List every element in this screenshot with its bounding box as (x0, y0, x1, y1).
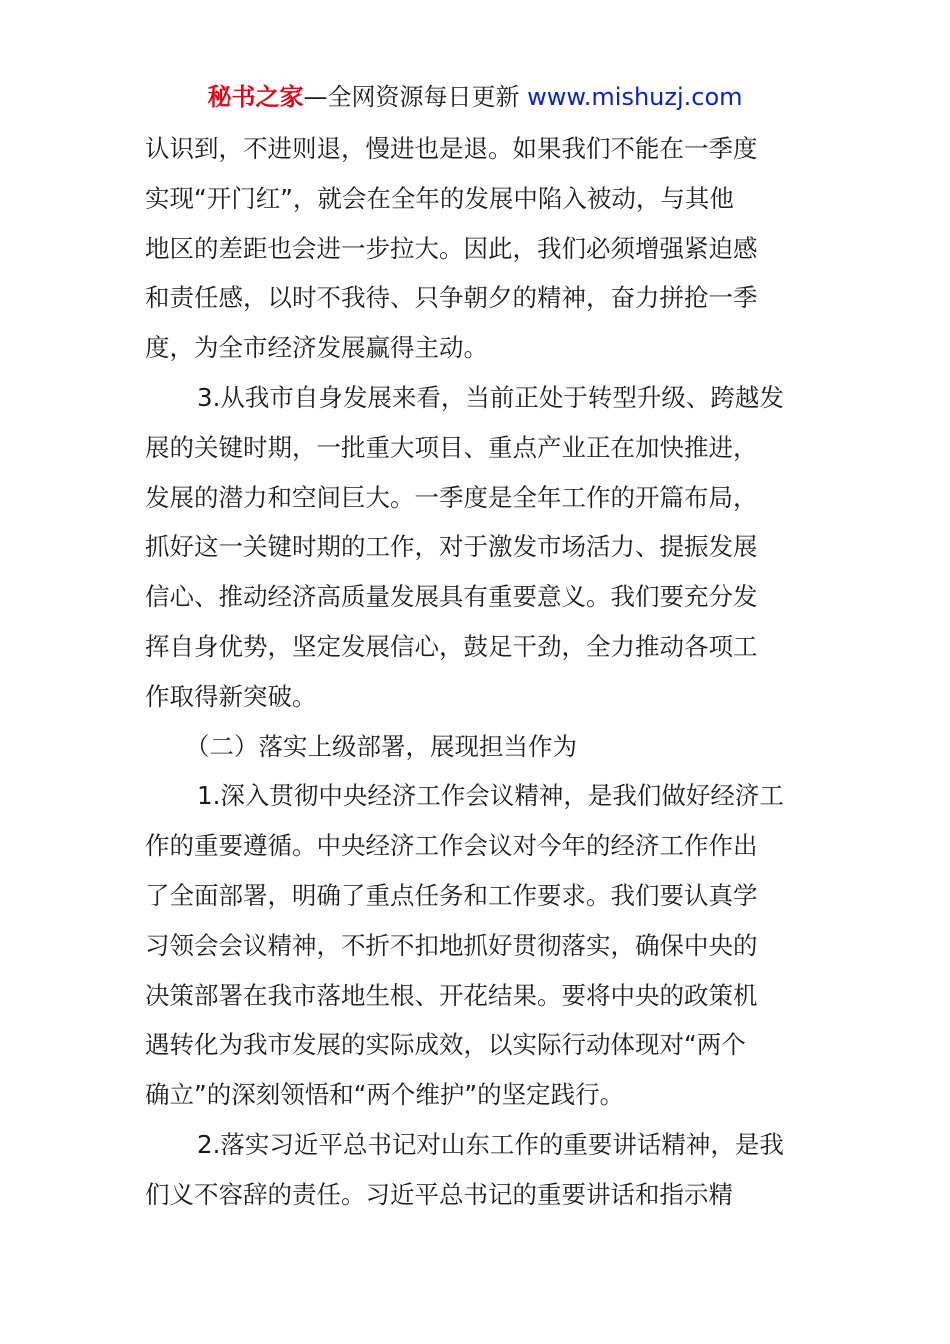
text-line: 们义不容辞的责任。习近平总书记的重要讲话和指示精 (145, 1179, 733, 1209)
text-line: 发展的潜力和空间巨大。一季度是全年工作的开篇布局， (145, 482, 758, 512)
text-line: 了全面部署，明确了重点任务和工作要求。我们要认真学 (145, 880, 758, 910)
paragraph-start-line: 3.从我市自身发展来看，当前正处于转型升级、跨越发 (197, 382, 784, 412)
text-line: 习领会会议精神，不折不扣地抓好贯彻落实，确保中央的 (145, 930, 758, 960)
text-line: 抓好这一关键时期的工作，对于激发市场活力、提振发展 (145, 532, 758, 562)
site-brand: 秘书之家 (207, 83, 304, 111)
text-line: 认识到，不进则退，慢进也是退。如果我们不能在一季度 (145, 134, 758, 163)
text-line: 展的关键时期，一批重大项目、重点产业正在加快推进， (145, 432, 758, 462)
site-url-link[interactable]: www.mishuzj.com (527, 83, 743, 111)
site-header (0, 80, 950, 114)
paragraph-start-line: 1.深入贯彻中央经济工作会议精神，是我们做好经济工 (197, 781, 784, 811)
text-line: 和责任感，以时不我待、只争朝夕的精神，奋力拼抢一季 (145, 283, 758, 313)
paragraph-start-line: 2.落实习近平总书记对山东工作的重要讲话精神，是我 (197, 1129, 784, 1159)
text-line: 作的重要遵循。中央经济工作会议对今年的经济工作作出 (145, 831, 758, 861)
site-slogan: —全网资源每日更新 (303, 83, 528, 111)
text-line: 遇转化为我市发展的实际成效，以实际行动体现对“两个 (145, 1030, 746, 1060)
text-line: 确立”的深刻领悟和“两个维护”的坚定践行。 (145, 1080, 625, 1110)
text-line: 度，为全市经济发展赢得主动。 (145, 333, 488, 363)
text-line: 决策部署在我市落地生根、开花结果。要将中央的政策机 (145, 980, 758, 1010)
text-line: 作取得新突破。 (145, 681, 317, 711)
text-line: 实现“开门红”，就会在全年的发展中陷入被动，与其他 (145, 183, 734, 213)
text-line: 地区的差距也会进一步拉大。因此，我们必须增强紧迫感 (145, 233, 758, 263)
text-line: 信心、推动经济高质量发展具有重要意义。我们要充分发 (145, 582, 758, 612)
text-line: 挥自身优势，坚定发展信心，鼓足干劲，全力推动各项工 (145, 631, 758, 661)
section-heading: （二）落实上级部署，展现担当作为 (185, 731, 577, 761)
document-body (145, 124, 810, 1220)
